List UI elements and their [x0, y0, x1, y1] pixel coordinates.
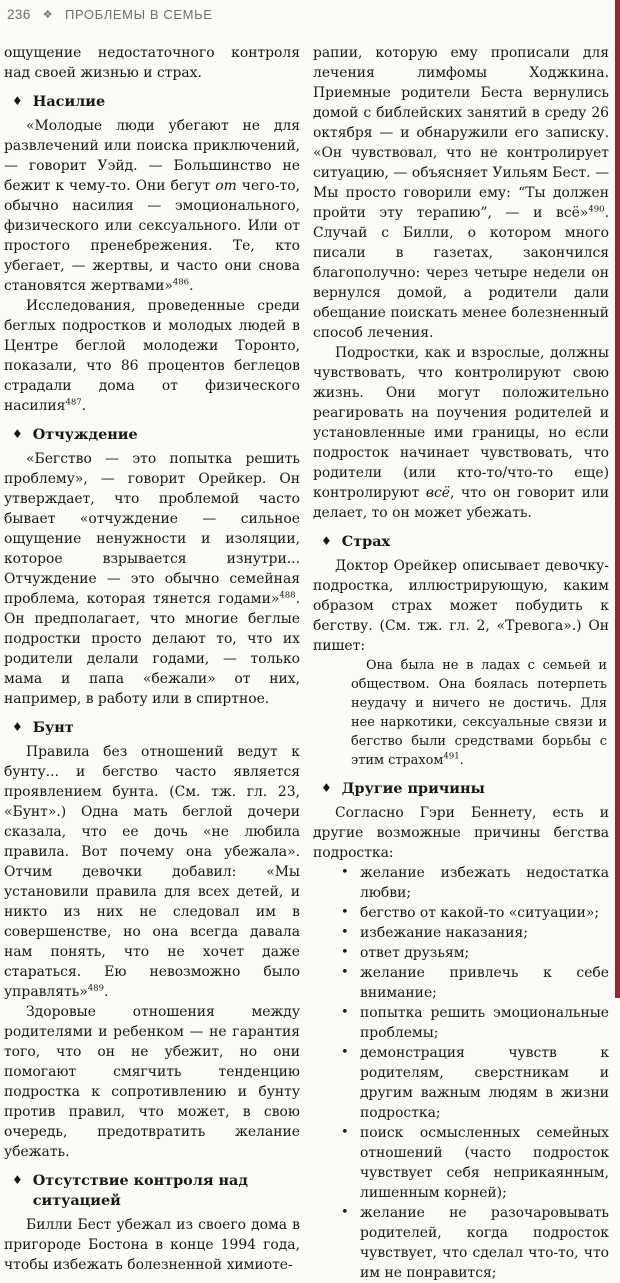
- diamond-icon: ♦: [12, 720, 23, 734]
- section-heading-label: Отчуждение: [32, 426, 138, 443]
- text-columns: [0, 22, 620, 1283]
- running-title: ПРОБЛЕМЫ В СЕМЬЕ: [65, 7, 213, 22]
- column-left: [4, 43, 300, 1283]
- section-heading-label: Отсутствие контроля над ситуацией: [32, 1172, 248, 1209]
- section-heading-label: Другие причины: [341, 780, 485, 797]
- column-right: [313, 43, 609, 1283]
- section-heading-label: Бунт: [32, 719, 74, 736]
- bullet-item: • желание не разочаровывать родителей, когда подросток чувствует, что сделал что-то, что им не понравится;: [339, 1203, 609, 1283]
- section-heading: [4, 718, 300, 738]
- paragraph: рапии, которую ему прописали для лечения лимфомы Ходжкина. Приемные родители Беста вернулись домой с библейских занятий в среду 26 октября — и обнаружили его записку. «Он чувствовал, что не контролирует ситуацию, — объясняет Уильям Бест. — Мы просто говорили ему: “Ты должен пройти эту терапию”, — и всё»$^{490}$. Случай с Билли, о котором много писали в газетах, закончился благополучно: через четыре недели он вернулся домой, а родители дали обещание поискать менее болезненный способ лечения.: [313, 45, 609, 341]
- section-heading-label: Страх: [341, 533, 391, 550]
- bullet-item: • демонстрация чувств к родителям, сверстникам и другим важным людям в жизни подростка;: [339, 1043, 609, 1123]
- bullet-item: • избежание наказания;: [339, 923, 609, 943]
- section-heading: [313, 779, 609, 799]
- bullet-item: • попытка решить эмоциональные проблемы;: [339, 1003, 609, 1043]
- bullet-item: • желание избежать недостатка любви;: [339, 863, 609, 903]
- page-number: 236: [7, 7, 31, 22]
- block-quote: Она была не в ладах с семьей и обществом. Она боялась потерпеть неудачу и ничего не достичь. Для нее наркотики, сексуальные связи и бегство были средствами борьбы с этим страхом$^{491}$.: [351, 658, 607, 768]
- ornament-icon: ❖: [42, 9, 53, 21]
- paragraph: «Молодые люди убегают не для развлечений или поиска приключений, — говорит Уэйд. — Большинство не бежит к чему-то. Они бегут от чего-то, обычно насилия — эмоционального, физического или сексуального. Или от простого пренебрежения. Те, кто убегает, — жертвы, и часто они снова становятся жертвами»$^{486}$.: [4, 118, 300, 294]
- section-heading: [4, 1171, 300, 1211]
- diamond-icon: ♦: [12, 427, 23, 441]
- bullet-item: • бегство от какой-то «ситуации»;: [339, 903, 609, 923]
- diamond-icon: ♦: [12, 1173, 23, 1187]
- bullet-list: [339, 863, 609, 1283]
- diamond-icon: ♦: [321, 781, 332, 795]
- section-heading-label: Насилие: [32, 93, 106, 110]
- section-heading: [313, 532, 609, 552]
- section-heading: [4, 425, 300, 445]
- bullet-item: • поиск осмысленных семейных отношений (часто подросток чувствует себя неприкаянным, лишенным корней);: [339, 1123, 609, 1203]
- diamond-icon: ♦: [321, 534, 332, 548]
- paragraph: Билли Бест убежал из своего дома в пригороде Бостона в конце 1994 года, чтобы избежать болезненной химиоте-: [4, 1217, 300, 1273]
- paragraph: Правила без отношений ведут к бунту... и бегство часто является проявлением бунта. (См. тж. гл. 23, «Бунт».) Одна мать беглой дочери сказала, что ее дочь «не любила правила. Вот почему она убежала». Отчим девочки добавил: «Мы установили правила для всех детей, и никто из них не следовал им в совершенстве, но она всегда давала нам понять, что не хочет даже стараться. Ею невозможно было управлять»$^{489}$.: [4, 744, 300, 1000]
- section-heading: [4, 92, 300, 112]
- paragraph: Здоровые отношения между родителями и ребенком — не гарантия того, что он не убежит, но они помогают смягчить тенденцию подростка к сопротивлению и бунту против правил, что может, в свою очередь, предотвратить желание убежать.: [4, 1004, 300, 1160]
- paragraph: Подростки, как и взрослые, должны чувствовать, что контролируют свою жизнь. Они могут положительно реагировать на поучения родителей и установленные ими границы, но если подросток начинает чувствовать, что родители (или кто-то/что-то еще) контролируют всё, что он говорит или делает, то он может убежать.: [313, 345, 609, 521]
- paragraph: Доктор Орейкер описывает девочку-подростка, иллюстрирующую, каким образом страх может побудить к бегству. (См. тж. гл. 2, «Тревога».) Он пишет:: [313, 558, 609, 654]
- paragraph: Согласно Гэри Беннету, есть и другие возможные причины бегства подростка:: [313, 805, 609, 861]
- paragraph: ощущение недостаточного контроля над своей жизнью и страх.: [4, 45, 300, 81]
- diamond-icon: ♦: [12, 94, 23, 108]
- paragraph: «Бегство — это попытка решить проблему», — говорит Орейкер. Он утверждает, что проблемой часто бывает «отчуждение — сильное ощущение ненужности и изоляции, которое взрывается изнутри... Отчуждение — это обычно семейная проблема, которая тянется годами»$^{488}$. Он предполагает, что многие беглые подростки просто делают то, что их родители делали годами, — только мама и папа «бежали» от них, например, в работу или в спиртное.: [4, 451, 300, 707]
- running-header: [0, 0, 620, 22]
- bullet-item: • ответ друзьям;: [339, 943, 609, 963]
- page-edge-stripe: [615, 0, 620, 998]
- bullet-item: • желание привлечь к себе внимание;: [339, 963, 609, 1003]
- paragraph: Исследования, проведенные среди беглых подростков и молодых людей в Центре беглой молодежи Торонто, показали, что 86 процентов беглецов страдали дома от физического насилия$^{487}$.: [4, 298, 300, 414]
